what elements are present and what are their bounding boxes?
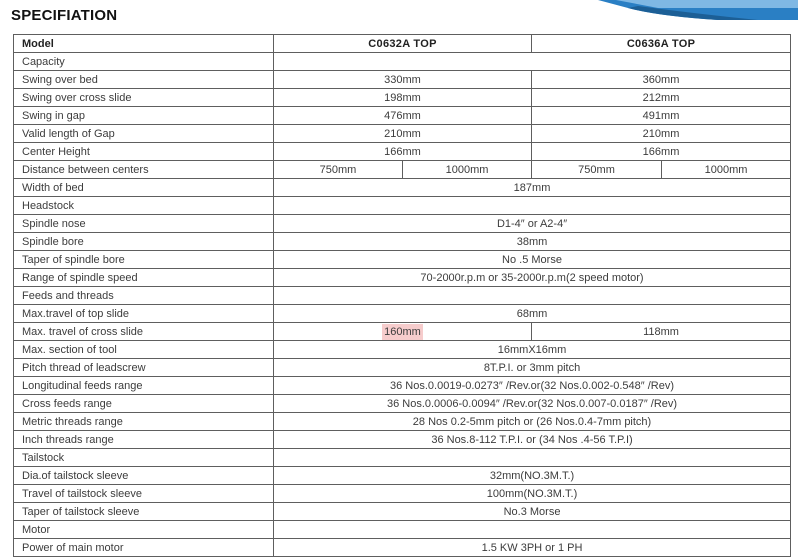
value-cell-shared: 36 Nos.0.0019-0.0273″ /Rev.or(32 Nos.0.002-0.548″ /Rev) xyxy=(274,377,791,395)
value-cell-shared: 36 Nos.0.0006-0.0094″ /Rev.or(32 Nos.0.007-0.0187″ /Rev) xyxy=(274,395,791,413)
row-label: Power of main motor xyxy=(14,539,274,557)
row-label: Center Height xyxy=(14,143,274,161)
value-cell-shared: 100mm(NO.3M.T.) xyxy=(274,485,791,503)
value-cell-shared: 32mm(NO.3M.T.) xyxy=(274,467,791,485)
table-row xyxy=(14,107,791,125)
section-label: Motor xyxy=(14,521,274,539)
value-cell-shared: 187mm xyxy=(274,179,791,197)
row-label: Spindle nose xyxy=(14,215,274,233)
section-filler xyxy=(274,521,791,539)
section-label: Feeds and threads xyxy=(14,287,274,305)
row-label: Range of spindle speed xyxy=(14,269,274,287)
row-label: Taper of spindle bore xyxy=(14,251,274,269)
table-header-row xyxy=(14,35,791,53)
row-label: Travel of tailstock sleeve xyxy=(14,485,274,503)
section-label: Capacity xyxy=(14,53,274,71)
table-row xyxy=(14,161,791,179)
table-row xyxy=(14,359,791,377)
row-label: Spindle bore xyxy=(14,233,274,251)
table-row xyxy=(14,341,791,359)
table-row xyxy=(14,467,791,485)
row-label: Distance between centers xyxy=(14,161,274,179)
table-row xyxy=(14,323,791,341)
section-row xyxy=(14,53,791,71)
value-cell-shared: No.3 Morse xyxy=(274,503,791,521)
value-cell: 750mm xyxy=(532,161,662,179)
table-row xyxy=(14,503,791,521)
section-row xyxy=(14,287,791,305)
value-cell-shared: D1-4″ or A2-4″ xyxy=(274,215,791,233)
table-row xyxy=(14,251,791,269)
row-label: Width of bed xyxy=(14,179,274,197)
section-filler xyxy=(274,449,791,467)
table-row xyxy=(14,215,791,233)
section-filler xyxy=(274,197,791,215)
value-cell-c0636a: 118mm xyxy=(532,323,791,341)
table-row xyxy=(14,395,791,413)
product-image xyxy=(598,0,798,20)
value-cell-c0636a: 166mm xyxy=(532,143,791,161)
row-label: Max.travel of top slide xyxy=(14,305,274,323)
value-cell: 1000mm xyxy=(403,161,532,179)
value-cell-shared: 68mm xyxy=(274,305,791,323)
row-label: Swing over bed xyxy=(14,71,274,89)
value-cell-c0632a xyxy=(274,323,532,341)
value-cell-shared: 1.5 KW 3PH or 1 PH xyxy=(274,539,791,557)
table-row xyxy=(14,89,791,107)
value-cell-shared: No .5 Morse xyxy=(274,251,791,269)
section-row xyxy=(14,521,791,539)
row-label: Swing in gap xyxy=(14,107,274,125)
table-row xyxy=(14,431,791,449)
row-label: Valid length of Gap xyxy=(14,125,274,143)
value-cell-shared: 36 Nos.8-112 T.P.I. or (34 Nos .4-56 T.P.I) xyxy=(274,431,791,449)
row-label: Inch threads range xyxy=(14,431,274,449)
value-cell-c0632a: 198mm xyxy=(274,89,532,107)
section-row xyxy=(14,449,791,467)
section-filler xyxy=(274,287,791,305)
row-label: Swing over cross slide xyxy=(14,89,274,107)
row-label: Max. travel of cross slide xyxy=(14,323,274,341)
value-cell: 1000mm xyxy=(662,161,791,179)
header-model: Model xyxy=(14,35,274,53)
value-cell-c0636a: 212mm xyxy=(532,89,791,107)
specification-table xyxy=(13,34,791,557)
value-cell-c0632a: 166mm xyxy=(274,143,532,161)
row-label: Taper of tailstock sleeve xyxy=(14,503,274,521)
value-cell-shared: 38mm xyxy=(274,233,791,251)
section-label: Tailstock xyxy=(14,449,274,467)
section-label: Headstock xyxy=(14,197,274,215)
value-cell-c0636a: 491mm xyxy=(532,107,791,125)
value-cell-c0632a: 210mm xyxy=(274,125,532,143)
section-row xyxy=(14,197,791,215)
table-row xyxy=(14,539,791,557)
value-cell-shared: 28 Nos 0.2-5mm pitch or (26 Nos.0.4-7mm pitch) xyxy=(274,413,791,431)
section-filler xyxy=(274,53,791,71)
row-label: Metric threads range xyxy=(14,413,274,431)
value-cell-shared: 70-2000r.p.m or 35-2000r.p.m(2 speed motor) xyxy=(274,269,791,287)
row-label: Max. section of tool xyxy=(14,341,274,359)
table-row xyxy=(14,269,791,287)
table-row xyxy=(14,125,791,143)
value-cell-c0636a: 210mm xyxy=(532,125,791,143)
header-model-c0636a: C0636A TOP xyxy=(532,35,791,53)
row-label: Longitudinal feeds range xyxy=(14,377,274,395)
page-title: SPECIFIATION xyxy=(11,7,118,24)
table-row xyxy=(14,143,791,161)
table-row xyxy=(14,233,791,251)
table-row xyxy=(14,71,791,89)
table-row xyxy=(14,413,791,431)
table-row xyxy=(14,179,791,197)
value-cell-shared: 8T.P.I. or 3mm pitch xyxy=(274,359,791,377)
row-label: Cross feeds range xyxy=(14,395,274,413)
row-label: Pitch thread of leadscrew xyxy=(14,359,274,377)
highlighted-value: 160mm xyxy=(384,325,421,338)
row-label: Dia.of tailstock sleeve xyxy=(14,467,274,485)
value-cell-c0636a: 360mm xyxy=(532,71,791,89)
table-row xyxy=(14,305,791,323)
table-row xyxy=(14,485,791,503)
table-row xyxy=(14,377,791,395)
value-cell-c0632a: 476mm xyxy=(274,107,532,125)
value-cell-shared: 16mmX16mm xyxy=(274,341,791,359)
value-cell-c0632a: 330mm xyxy=(274,71,532,89)
value-cell: 750mm xyxy=(274,161,403,179)
header-model-c0632a: C0632A TOP xyxy=(274,35,532,53)
